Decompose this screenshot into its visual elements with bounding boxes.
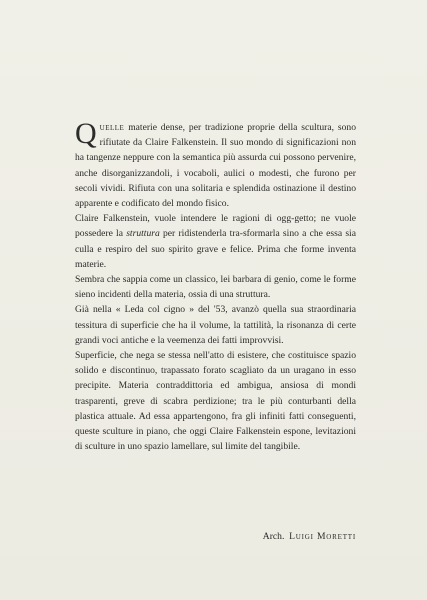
paragraph-3: Sembra che sappia come un classico, lei barbara di genio, come le forme sieno incidenti della materia, ossia di una struttura. [75, 274, 356, 301]
paragraph-1-lead: uelle [99, 122, 125, 133]
paragraph-2 [75, 211, 356, 272]
paragraph-5: Superficie, che nega se stessa nell'atto di esistere, che costituisce spazio solido e discontinuo, trapassato forato scagliato da un uragano in esso precipite. Materia contraddittoria ed ambigua, ansiosa di mondi trasparenti, greve di scabra perdizione; tra le più conturbanti della plastica attuale. Ad essa appartengono, fra gli infiniti fatti conseguenti, queste sculture in piano, che oggi Claire Falkenstein espone, levitazioni di sculture in uno spazio lamellare, sul limite del tangibile. [75, 350, 356, 453]
paragraph-2-before: Claire Falkenstein, vuole intendere le ragioni di ogg-getto; ne vuole possedere la [75, 213, 356, 240]
drop-cap: Q [75, 117, 97, 150]
signature-name: Luigi Moretti [289, 531, 356, 542]
paragraph-1 [75, 117, 356, 211]
paragraph-2-italic: struttura [126, 228, 160, 240]
paragraph-1-body: materie dense, per tradizione proprie della scultura, sono rifiutate da Claire Falkenstein. Il suo mondo di significazioni non ha tangenze neppure con la semantica più assurda cui possono pervenire, anche disorganizzandoli, i vocaboli, aulici o modesti, che furono per secoli vividi. Rifiuta con una solitaria e splendida ostinazione il destino apparente e codificato del mondo fisico. [75, 122, 356, 210]
paragraph-4: Già nella « Leda col cigno » del '53, avanzò quella sua straordinaria tessitura di superficie che ha il volume, la tattilità, la risonanza di certe grandi voci antiche e la veemenza dei fatti improvvisi. [75, 304, 356, 346]
signature [75, 530, 356, 544]
essay-body [75, 117, 356, 454]
paragraph-2-after: per ridistenderla tra-sformarla sino a che essa sia culla e respiro del suo spirito grave e felice. Prima che forme inventa materie. [75, 228, 356, 270]
signature-prefix: Arch. [262, 531, 285, 542]
